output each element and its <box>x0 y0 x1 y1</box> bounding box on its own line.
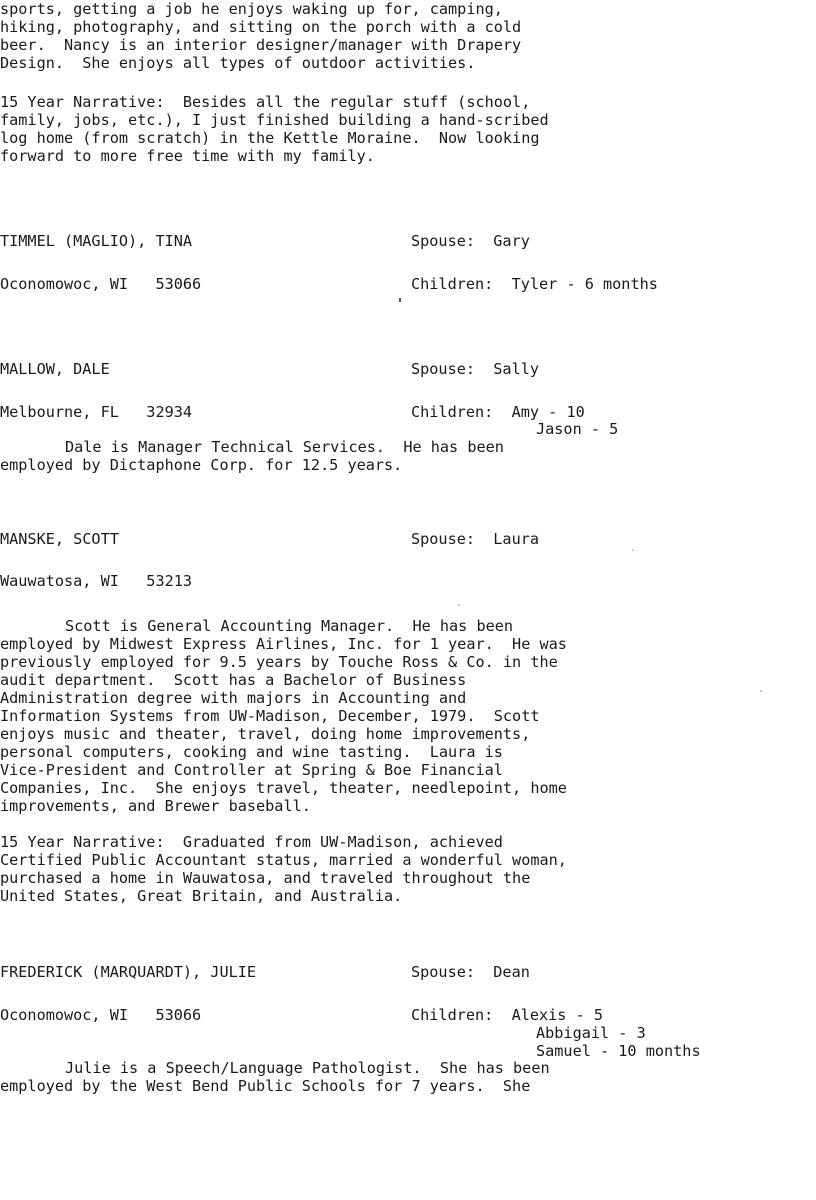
bio-line: personal computers, cooking and wine tasting. Laura is <box>0 743 503 761</box>
entry-name: TIMMEL (MAGLIO), TINA <box>0 232 193 250</box>
text-line: sports, getting a job he enjoys waking up for, camping, <box>0 0 503 18</box>
entry-location: Oconomowoc, WI 53066 <box>0 1006 202 1024</box>
entry-children: Children: Tyler - 6 months <box>411 275 658 293</box>
narrative-line: family, jobs, etc.), I just finished building a hand-scribed <box>0 111 549 129</box>
narrative-line: United States, Great Britain, and Australia. <box>0 887 403 905</box>
scan-speck <box>760 690 762 692</box>
entry-spouse: Spouse: Gary <box>411 232 530 250</box>
bio-line: Dale is Manager Technical Services. He has been <box>65 438 504 456</box>
bio-line: Information Systems from UW-Madison, December, 1979. Scott <box>0 707 540 725</box>
narrative-line: purchased a home in Wauwatosa, and traveled throughout the <box>0 869 531 887</box>
entry-name: MANSKE, SCOTT <box>0 530 119 548</box>
text-line: hiking, photography, and sitting on the porch with a cold <box>0 18 522 36</box>
entry-name: MALLOW, DALE <box>0 360 110 378</box>
bio-line: Julie is a Speech/Language Pathologist. She has been <box>65 1059 550 1077</box>
narrative-line: log home (from scratch) in the Kettle Moraine. Now looking <box>0 129 540 147</box>
entry-location: Oconomowoc, WI 53066 <box>0 275 202 293</box>
entry-child: Abbigail - 3 <box>536 1024 646 1042</box>
entry-spouse: Spouse: Laura <box>411 530 540 548</box>
bio-line: Companies, Inc. She enjoys travel, theater, needlepoint, home <box>0 779 567 797</box>
bio-line: employed by Dictaphone Corp. for 12.5 years. <box>0 456 403 474</box>
entry-spouse: Spouse: Dean <box>411 963 530 981</box>
bio-line: enjoys music and theater, travel, doing home improvements, <box>0 725 531 743</box>
scan-speck <box>632 549 634 551</box>
entry-spouse: Spouse: Sally <box>411 360 540 378</box>
entry-location: Melbourne, FL 32934 <box>0 403 193 421</box>
entry-child: Jason - 5 <box>536 420 619 438</box>
narrative-line: Certified Public Accountant status, married a wonderful woman, <box>0 851 567 869</box>
scan-speck <box>458 604 460 606</box>
entry-location: Wauwatosa, WI 53213 <box>0 572 193 590</box>
entry-child: Samuel - 10 months <box>536 1042 701 1060</box>
entry-children: Children: Amy - 10 <box>411 403 585 421</box>
text-line: Design. She enjoys all types of outdoor activities. <box>0 54 476 72</box>
stray-mark <box>399 298 401 302</box>
bio-line: Vice-President and Controller at Spring & Boe Financial <box>0 761 503 779</box>
text-line: beer. Nancy is an interior designer/manager with Drapery <box>0 36 522 54</box>
bio-line: previously employed for 9.5 years by Touche Ross & Co. in the <box>0 653 558 671</box>
entry-children: Children: Alexis - 5 <box>411 1006 604 1024</box>
bio-line: Scott is General Accounting Manager. He has been <box>65 617 514 635</box>
bio-line: employed by the West Bend Public Schools for 7 years. She <box>0 1077 531 1095</box>
bio-line: improvements, and Brewer baseball. <box>0 797 311 815</box>
narrative-line: forward to more free time with my family. <box>0 147 375 165</box>
bio-line: audit department. Scott has a Bachelor of Business <box>0 671 467 689</box>
bio-line: employed by Midwest Express Airlines, Inc. for 1 year. He was <box>0 635 567 653</box>
narrative-line: 15 Year Narrative: Graduated from UW-Madison, achieved <box>0 833 503 851</box>
entry-name: FREDERICK (MARQUARDT), JULIE <box>0 963 257 981</box>
bio-line: Administration degree with majors in Accounting and <box>0 689 467 707</box>
narrative-line: 15 Year Narrative: Besides all the regular stuff (school, <box>0 93 531 111</box>
